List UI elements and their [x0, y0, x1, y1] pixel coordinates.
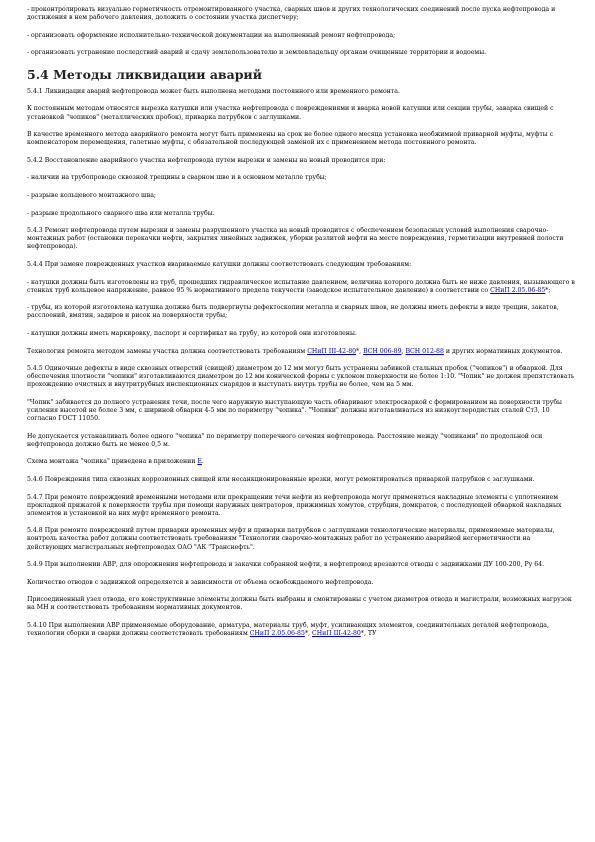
- section-heading: 5.4 Методы ликвидации аварий: [27, 66, 262, 82]
- paragraph: Количество отводов с задвижкой определяется в зависимости от объема освобождаемого нефтепровода.: [27, 578, 374, 586]
- paragraph: [27, 458, 576, 466]
- text: .: [201, 458, 204, 466]
- text: Технология ремонта методом замены участка должна соответствовать требованиям: [27, 347, 308, 355]
- paragraph: 5.4.6 Повреждения типа сквозных коррозионных свищей или несанкционированные врезки, могут ремонтироваться приваркой патрубков с заглушками.: [27, 476, 535, 483]
- paragraph: - организовать оформление исполнительно-технической документации на выполненный ремонт нефтепровода;: [27, 31, 396, 39]
- paragraph: 5.4.4 При замене поврежденных участков ввариваемые катушки должны соответствовать следующим требованиям:: [27, 261, 412, 268]
- text: Схема монтажа "чопика" приведена в приложении: [27, 458, 198, 466]
- text: - катушки должны быть изготовлены из труб, прошедших гидравлическое испытание давлением, величина которого должна быть не ниже давления, вызывающего в стенках труб кольцевое напряжение, равное 95 % нормативного предела текучести (заводское испытательное давление) в соответствии со: [27, 278, 575, 294]
- paragraph: 5.4.8 При ремонте повреждений путем приварки временных муфт и приварки патрубков с заглушками технологические материалы, применяемые материалы, контроль качества работ должны соответствовать требованиям "Технологии сварочно-монтажных работ по устранению аварийной негерметичности на действующих магистральных нефтепроводах ОАО "АК "Транснефть".: [27, 527, 555, 551]
- paragraph: 5.4.2 Восстановление аварийного участка нефтепровода путем вырезки и замены на новый проводится при:: [27, 156, 386, 164]
- paragraph: К постоянным методам относятся вырезка катушки или участка нефтепровода с повреждениями и вварка новой катушки или секции трубы, заварка свищей с установкой "чопиков" (металлических пробок), приварка патрубков с заглушками.: [27, 105, 554, 121]
- snip-3-42-80-link[interactable]: СНиП III-42-80: [311, 630, 361, 638]
- text: *,: [356, 347, 364, 355]
- paragraph: Не допускается устанавливать более одного "чопика" по периметру поперечного сечения нефтепровода. Расстояние между "чопиками" по продольной оси нефтепровода должно быть не менее 0,5 м.: [27, 432, 543, 448]
- snip-2-05-06-85-link[interactable]: СНиП 2.05.06-85: [249, 630, 305, 638]
- text: и других нормативных документов.: [443, 347, 563, 355]
- paragraph: "Чопик" забивается до полного устранения течи, после чего наружную выступающую часть обваривают электросваркой с формированием на поверхности трубы усиления высотой не более 3 мм, с шириной обварки 4-5 мм по периметру "чопика". "Чопики" должны изготавливаться из низкоуглеродистых сталей Ст3, 10 согласно ГОСТ 11050.: [27, 398, 562, 423]
- snip-3-42-80-link[interactable]: СНиП III-42-80: [307, 347, 357, 355]
- paragraph: - проконтролировать визуально герметичность отремонтированного участка, сварных швов и других технологических соединений после пуска нефтепровода и достижения в нем рабочего давления, доложить о состоянии участка диспетчеру;: [27, 6, 556, 22]
- text: *;: [545, 286, 551, 294]
- list-item: [27, 279, 576, 295]
- paragraph: 5.4.5 Одиночные дефекты в виде сквозных отверстий (свищей) диаметром до 12 мм могут быть устранены забивкой стальных пробок ("чопиков") и обваркой. Для обеспечения плотности "чопики" изготавливаются диаметром до 12 мм конической формы с уклоном поверхности не более 1:10. "Чопик" не должен препятствовать прохождению очистных и внутритрубных инспекционных снарядов и выступать внутрь трубы не более, чем на 5 мм.: [27, 365, 575, 389]
- vsn-006-89-link[interactable]: ВСН 006-89: [363, 347, 402, 355]
- list-item: - трубы, из которой изготовлена катушка должна быть подвергнуты дефектоскопии металла и сварных швов, не должны иметь дефекты в виде трещин, закатов, расслоений, вмятин, задиров и рисок на поверхности трубы;: [27, 304, 559, 320]
- paragraph: В качестве временного метода аварийного ремонта могут быть применены на срок не более одного месяца установка необжимной приварной муфты, муфты с компенсатором перемещения, галетные муфты, с обязательной последующей заменой их с применением метода постоянного ремонта.: [27, 131, 554, 147]
- paragraph: 5.4.1 Ликвидация аварий нефтепровода может быть выполнена методами постоянного или временного ремонта.: [27, 87, 400, 95]
- paragraph: [27, 348, 576, 356]
- text: ,: [401, 347, 406, 355]
- appendix-e-link[interactable]: Е: [197, 458, 202, 466]
- paragraph: 5.4.9 При выполнении АВР, для опорожнения нефтепровода и закачки собранной нефти, в нефтепровод врезаются отводы с задвижками ДУ 100-200, Ру 64.: [27, 561, 545, 569]
- paragraph: Присоединенный узел отвода, его конструктивные элементы должны быть выбраны и смонтированы с учетом диаметров отвода и магистрали, возможных нагрузок на МН и соответствовать требованиям нормативных документов.: [27, 596, 572, 612]
- text: 5.4.10 При выполнении АВР применяемые оборудование, арматура, материалы труб, муфт, усиливающих элементов, соединительных деталей нефтепровода, технологии сборки и сварки должны соответствовать требованиям: [27, 622, 549, 638]
- list-item: - катушки должны иметь маркировку, паспорт и сертификат на трубу, из которой они изготовлены.: [27, 329, 357, 337]
- text: *,: [304, 630, 312, 638]
- paragraph: 5.4.3 Ремонт нефтепровода путем вырезки и замены разрушенного участка на новый проводится с обеспечением безопасных условий выполнения сварочно-монтажных работ (остановки перекачки нефти, закрытия линейных задвижек, уборки разлитой нефти на месте повреждения, герметизации внутренней полости нефтепровода).: [27, 227, 564, 251]
- document-body: [27, 6, 576, 648]
- list-item: - разрыве кольцевого монтажного шва;: [27, 192, 157, 200]
- vsn-012-88-link[interactable]: ВСН 012-88: [405, 347, 444, 355]
- paragraph: [27, 622, 576, 638]
- text: *, ТУ: [360, 630, 377, 638]
- paragraph: - организовать устранение последствий аварий и сдачу землепользователю и землевладельцу органам очищенные территории и водоемы.: [27, 49, 487, 57]
- list-item: - наличии на трубопроводе сквозной трещины в сварном шве и в основном металле трубы;: [27, 174, 327, 182]
- list-item: - разрыве продольного сварного шва или металла трубы.: [27, 209, 215, 217]
- snip-2-05-06-85-link[interactable]: СНиП 2.05.06-85: [490, 286, 546, 294]
- paragraph: 5.4.7 При ремонте повреждений временными методами или прекращении течи нефти из нефтепровода могут применяться накладные элементы с уплотнением прокладкой прижатой к поверхности трубы при помощи наружных центраторов, прижимных хомутов, струбцин, домкратов, с последующей обваркой накладных элементов и установкой на них муфт временного ремонта.: [27, 493, 562, 517]
